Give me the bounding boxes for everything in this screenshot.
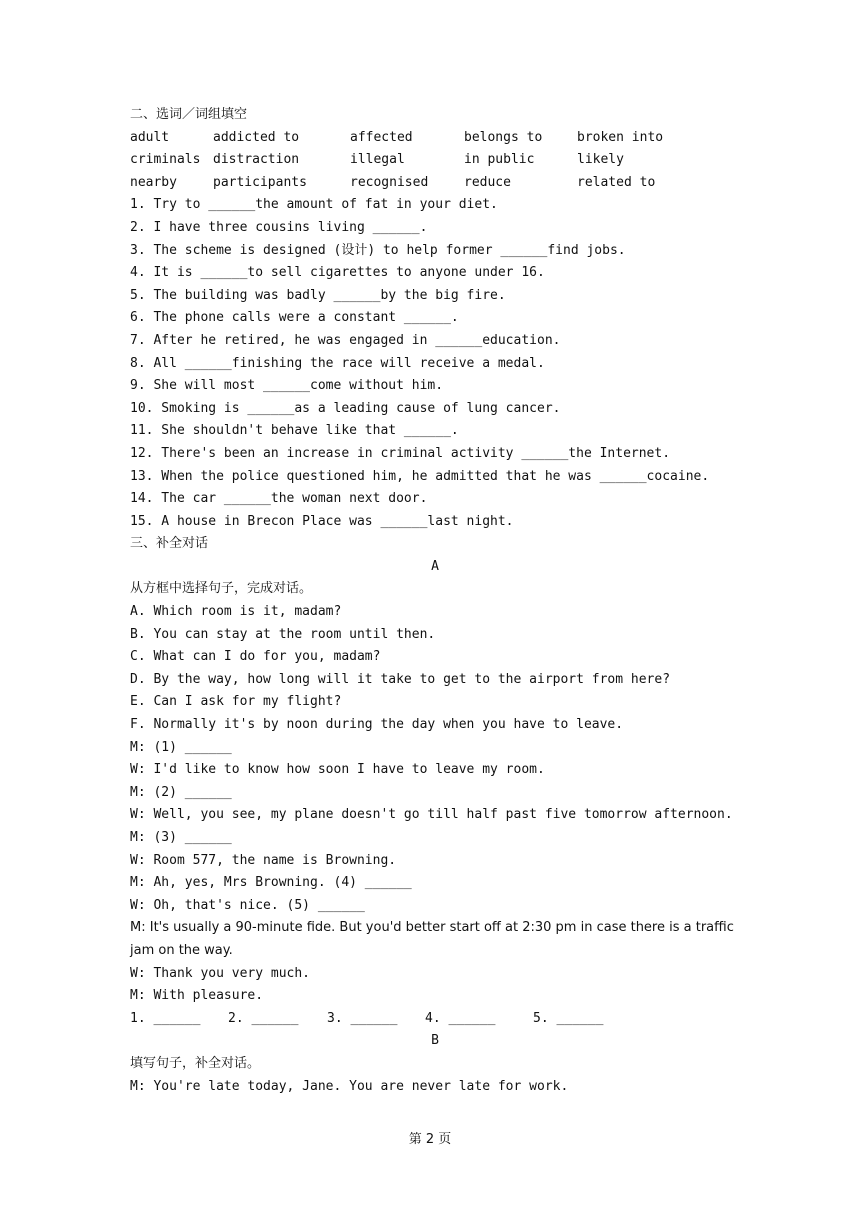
question-item: 14. The car ______the woman next door. [130,491,428,507]
dialogue-line: M: With pleasure. [130,988,264,1004]
question-item: 12. There's been an increase in criminal activity ______the Internet. [130,445,671,461]
question-item: 11. She shouldn't behave like that ______. [130,423,459,439]
dialogue-line: W: Thank you very much. [130,965,311,981]
answer-blank: 3. ______ [327,1010,398,1026]
dialogue-line: M: You're late today, Jane. You are never late for work. [130,1078,569,1094]
dialogue-line: W: Oh, that's nice. (5) ______ [130,897,365,913]
option-item: C. What can I do for you, madam? [130,649,381,665]
option-item: F. Normally it's by noon during the day when you have to leave. [130,717,624,733]
word-bank-item: addicted to [213,129,300,145]
option-item: A. Which room is it, madam? [130,604,342,620]
word-bank-item: reduce [464,174,511,190]
part-a-instruction: 从方框中选择句子，完成对话。 [130,581,313,597]
word-bank-item: affected [350,129,413,145]
word-bank-item: distraction [213,152,300,168]
word-bank-item: belongs to [464,129,543,145]
option-item: D. By the way, how long will it take to get to the airport from here? [130,671,671,687]
dialogue-line: M: Ah, yes, Mrs Browning. (4) ______ [130,875,412,891]
dialogue-line: W: Room 577, the name is Browning. [130,852,397,868]
question-item: 15. A house in Brecon Place was ______last night. [130,513,514,529]
section-3-title: 三、补全对话 [130,536,209,552]
answer-blank: 5. ______ [533,1010,604,1026]
answer-blank: 2. ______ [228,1010,299,1026]
page-content [130,104,740,1098]
question-item: 10. Smoking is ______as a leading cause of lung cancer. [130,400,561,416]
question-item: 7. After he retired, he was engaged in ______education. [130,332,561,348]
dialogue [130,737,740,1008]
word-bank-row [130,172,740,195]
page-number: 第 2 页 [408,1132,452,1147]
word-bank-item: recognised [350,174,429,190]
word-bank-item: in public [464,152,535,168]
question-item: 2. I have three cousins living ______. [130,219,428,235]
part-b-label: B [431,1033,439,1049]
fill-in-questions [130,194,740,533]
question-item: 3. The scheme is designed (设计) to help former ______find jobs. [130,242,626,258]
word-bank-item: broken into [577,129,664,145]
dialogue-line: M: (1) ______ [130,739,232,755]
answer-blanks [130,1008,740,1031]
option-item: B. You can stay at the room until then. [130,626,436,642]
part-a-label: A [431,558,439,574]
word-bank-item: criminals [130,152,201,168]
question-item: 1. Try to ______the amount of fat in your diet. [130,197,498,213]
question-item: 5. The building was badly ______by the big fire. [130,287,506,303]
question-item: 13. When the police questioned him, he admitted that he was ______cocaine. [130,468,710,484]
word-bank-item: participants [213,174,307,190]
dialogue-line: M: (3) ______ [130,830,232,845]
question-item: 8. All ______finishing the race will receive a medal. [130,355,545,371]
dialogue-line: M: (2) ______ [130,784,232,800]
word-bank-item: likely [577,152,624,168]
part-b-instruction: 填写句子，补全对话。 [130,1055,261,1071]
word-bank-item: illegal [350,152,405,168]
word-bank-row [130,149,740,172]
section-2-title: 二、选词／词组填空 [130,107,248,122]
question-item: 6. The phone calls were a constant ______. [130,310,459,326]
word-bank [130,127,740,195]
dialogue-line-long: M: It's usually a 90-minute fide. But you'd better start off at 2:30 pm in case there is a traffic jam on the way. [130,920,734,958]
word-bank-item: related to [577,174,656,190]
dialogue-line: W: Well, you see, my plane doesn't go till half past five tomorrow afternoon. [130,807,733,823]
answer-blank: 4. ______ [425,1010,496,1026]
word-bank-row [130,127,740,150]
word-bank-item: adult [130,129,170,145]
question-item: 9. She will most ______come without him. [130,378,444,394]
dialogue-line: W: I'd like to know how soon I have to leave my room. [130,762,545,778]
answer-blank: 1. ______ [130,1010,201,1026]
word-bank-item: nearby [130,174,177,190]
option-item: E. Can I ask for my flight? [130,694,342,710]
question-item: 4. It is ______to sell cigarettes to anyone under 16. [130,265,545,281]
options-list [130,601,740,737]
